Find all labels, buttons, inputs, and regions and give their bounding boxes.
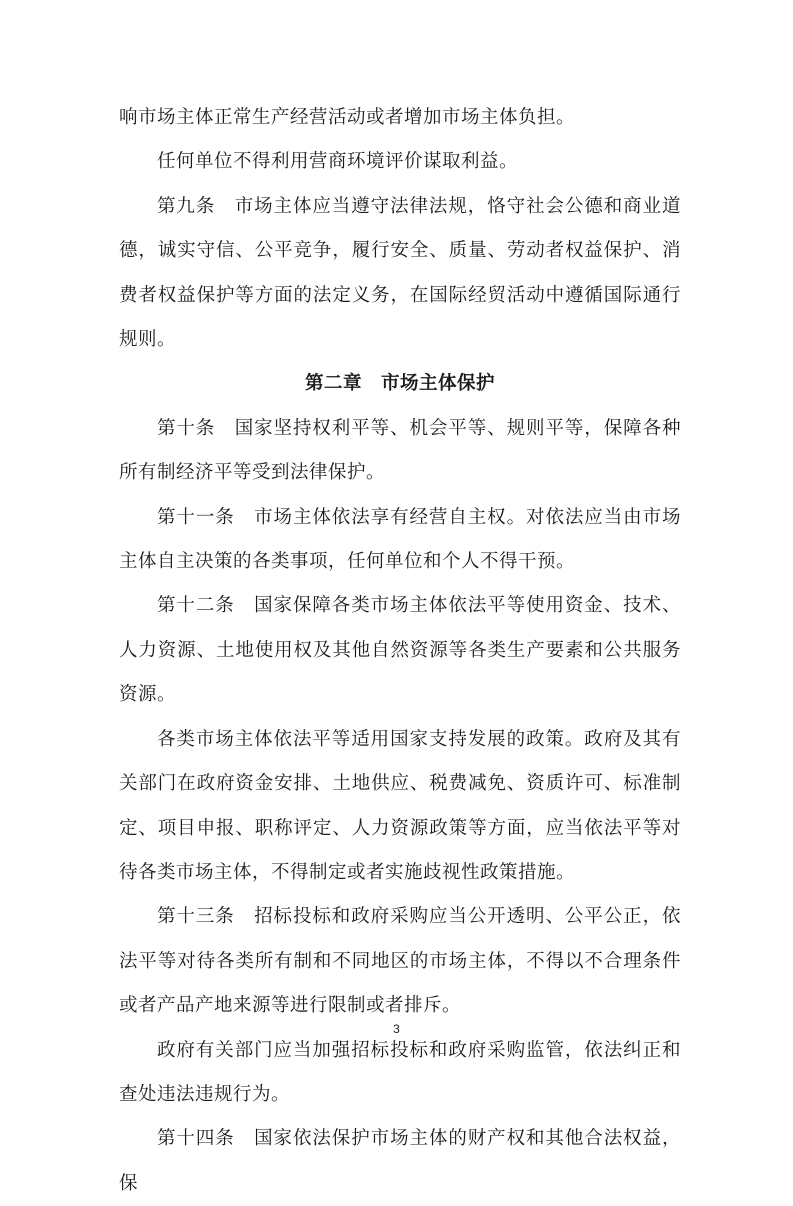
article-9: 第九条 市场主体应当遵守法律法规，恪守社会公德和商业道德，诚实守信、公平竞争，履行安全、质量、劳动者权益保护、消费者权益保护等方面的法定义务，在国际经贸活动中遵循国际通行规则。 <box>119 195 681 351</box>
article-13: 第十三条 招标投标和政府采购应当公开透明、公平公正，依法平等对待各类所有制和不同地区的市场主体，不得以不合理条件或者产品产地来源等进行限制或者排斥。 <box>119 906 681 1017</box>
chapter-heading: 第二章 市场主体保护 <box>304 373 495 395</box>
article-11: 第十一条 市场主体依法享有经营自主权。对依法应当由市场主体自主决策的各类事项，任何单位和个人不得干预。 <box>119 506 681 573</box>
article-12: 第十二条 国家保障各类市场主体依法平等使用资金、技术、人力资源、土地使用权及其他自然资源等各类生产要素和公共服务资源。 <box>119 595 681 706</box>
paragraph-continuation: 响市场主体正常生产经营活动或者增加市场主体负担。 <box>119 107 576 128</box>
article-10: 第十条 国家坚持权利平等、机会平等、规则平等，保障各种所有制经济平等受到法律保护。 <box>119 417 681 484</box>
article-12-paragraph-2: 各类市场主体依法平等适用国家支持发展的政策。政府及其有关部门在政府资金安排、土地供应、税费减免、资质许可、标准制定、项目申报、职称评定、人力资源政策等方面，应当依法平等对待各类市场主体，不得制定或者实施歧视性政策措施。 <box>119 728 681 883</box>
document-body <box>119 96 681 1206</box>
paragraph-evaluation: 任何单位不得利用营商环境评价谋取利益。 <box>157 151 519 173</box>
article-13-paragraph-2: 政府有关部门应当加强招标投标和政府采购监管，依法纠正和查处违法违规行为。 <box>119 1039 681 1105</box>
article-14: 第十四条 国家依法保护市场主体的财产权和其他合法权益，保 <box>119 1128 681 1194</box>
page-number: 3 <box>393 1022 400 1036</box>
